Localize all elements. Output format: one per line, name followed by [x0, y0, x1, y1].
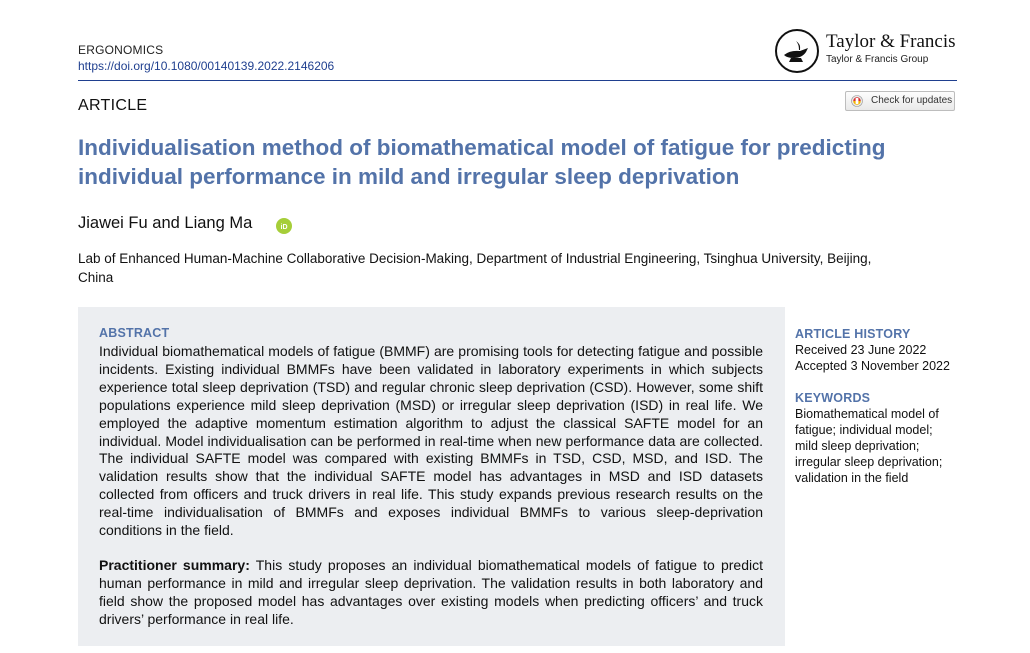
publisher-logo[interactable] [774, 28, 964, 74]
keywords-heading: KEYWORDS [795, 391, 871, 405]
crossmark-icon [851, 95, 863, 107]
publisher-group: Taylor & Francis Group [826, 54, 929, 65]
abstract-text: Individual biomathematical models of fatigue (BMMF) are promising tools for detecting fatigue and possible incidents. Existing individual BMMFs have been validated in laboratory experiments in which subjects experience total sleep deprivation (TSD) and regular chronic sleep deprivation (CSD). However, some shift populations experience mild sleep deprivation (MSD) or irregular sleep deprivation (ISD) in real life. We employed the adaptive momentum estimation algorithm to adjust the classical SAFTE model for an individual. Model individualisation can be performed in real-time when new performance data are collected. The individual SAFTE model was compared with existing BMMFs in TSD, CSD, MSD, and ISD. The validation results show that the individual SAFTE model has advantages in MSD and ISD datasets collected from officers and truck drivers in real life. This study expands previous research results on the real-time individualisation of BMMFs and exposes individual BMMFs to various sleep-deprivation conditions in the field. [99, 343, 763, 539]
keyword-line: Biomathematical model of [795, 407, 939, 421]
affiliation: Lab of Enhanced Human-Machine Collaborative Decision-Making, Department of Industrial Engineering, Tsinghua University, Beijing, China [78, 251, 872, 285]
header-divider [78, 80, 957, 81]
article-history [795, 326, 965, 374]
article-type: ARTICLE [78, 97, 148, 114]
journal-name: ERGONOMICS [78, 43, 164, 57]
svg-text:iD: iD [280, 224, 288, 231]
received-date: Received 23 June 2022 [795, 343, 927, 357]
keywords [795, 390, 965, 486]
article-sidebar [795, 326, 965, 486]
practitioner-summary [99, 556, 763, 628]
abstract-heading: ABSTRACT [99, 326, 170, 340]
abstract-panel [78, 307, 785, 646]
practitioner-summary-text: This study proposes an individual biomathematical models of fatigue to predict human performance in mild and irregular sleep deprivation. The validation results in both laboratory and field show the proposed model has advantages over existing models when predicting officers’ and truck drivers’ performance in real life. [99, 557, 763, 627]
doi-link[interactable]: https://doi.org/10.1080/00140139.2022.2146206 [78, 59, 335, 73]
keyword-line: fatigue; individual model; [795, 423, 933, 437]
article-title: Individualisation method of biomathematical model of fatigue for predicting individual performance in mild and irregular sleep deprivation [78, 135, 886, 189]
author-list: Jiawei Fu and Liang Ma [78, 214, 253, 232]
keyword-line: mild sleep deprivation; [795, 439, 920, 453]
keyword-line: irregular sleep deprivation; [795, 455, 943, 469]
keyword-line: validation in the field [795, 471, 909, 485]
publisher-name: Taylor & Francis [826, 31, 956, 52]
accepted-date: Accepted 3 November 2022 [795, 359, 950, 373]
oil-lamp-icon [774, 28, 820, 74]
history-heading: ARTICLE HISTORY [795, 327, 911, 341]
practitioner-summary-label: Practitioner summary: [99, 557, 250, 573]
check-for-updates-button[interactable] [845, 91, 955, 111]
check-for-updates-label: Check for updates [871, 95, 953, 106]
orcid-icon[interactable] [276, 218, 292, 234]
